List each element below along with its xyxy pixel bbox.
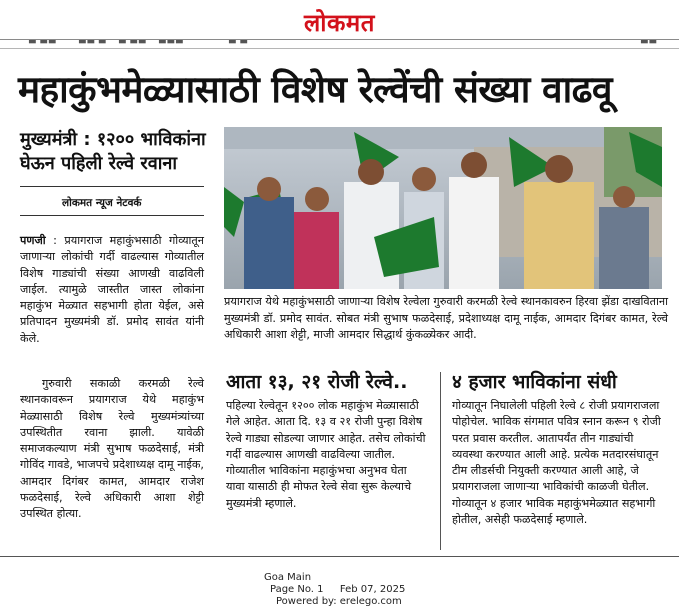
paragraph-2 — [20, 376, 204, 523]
masthead-logo: लोकमत — [304, 8, 375, 37]
section1-heading: आता १३, २१ रोजी रेल्वे.. — [226, 371, 408, 393]
byline-rule — [20, 215, 204, 216]
photo-caption: प्रयागराज येथे महाकुंभसाठी जाणाऱ्या विशेष रेल्वेला गुरुवारी करमळी रेल्वे स्थानकावरुन हिरवा झेंडा दाखविताना मुख्यमंत्री डॉ. प्रमोद सावंत. सोबत मंत्री सुभाष फळदेसाई, प्रदेशाध्यक्ष दामू नाईक, आमदार दिगंबर कामत, रेल्वे अधिकारी आशा शेट्टी, माजी आमदार सिद्धार्थ कुंकळ्येकर आदी. — [224, 295, 668, 341]
headline: महाकुंभमेळ्यासाठी विशेष रेल्वेंची संख्या वाढवू — [18, 68, 612, 111]
cropped-header-strip: ▬ ▬▬ ▬▬ ▬ ▬ ▬▬ ▬▬▬ ▬ ▬ ▬▬ — [28, 40, 658, 47]
section2-heading: ४ हजार भाविकांना संधी — [452, 371, 617, 393]
subheadline: मुख्यमंत्री : १२०० भाविकांना घेऊन पहिली रेल्वे रवाना — [20, 129, 206, 174]
section1-text: पहिल्या रेल्वेतून १२०० लोक महाकुंभ मेळ्यासाठी गेले आहेत. आता दि. १३ व २१ रोजी पुन्हा विशेष रेल्वे गाड्या सोडल्या जाणार आहेत. तसेच लोकांची गर्दी वाढल्यास आणखी वाढविल्या जातील. गोव्यातील भाविकांना महाकुंभचा अनुभव घेता यावा यासाठी ही मोफत रेल्वे सेवा सुरू केल्याचे मुख्यमंत्री म्हणाले. — [226, 399, 426, 510]
subhead-rule — [20, 186, 204, 187]
edition-date: Feb 07, 2025 — [339, 584, 406, 595]
dateline: पणजी — [20, 234, 46, 247]
edition-label: Goa Main — [264, 572, 312, 583]
news-photo — [224, 127, 662, 289]
section2-text: गोव्यातून निघालेली पहिली रेल्वे ८ रोजी प्रयागराजला पोहोचेल. भाविक संगमात पवित्र स्नान करून ९ रोजी परत प्रवास करतील. आतापर्यंत तीन गाड्यांची व्यवस्था करण्यात आली आहे. प्रत्येक मतदारसंघातून टीम लीडर्सची नियुक्ती करण्यात आली आहे, जे प्रयागराजला जाणाऱ्या भाविकांची काळजी घेतील. गोव्यातून ४ हजार भाविक महाकुंभमेळ्यात सहभागी होतील, असेही फळदेसाई म्हणाले. — [452, 399, 661, 527]
lead-paragraph — [20, 233, 204, 347]
strip-divider — [0, 48, 679, 49]
lead-text: : प्रयागराज महाकुंभसाठी गोव्यातून जाणाऱ्या लोकांची गर्दी वाढल्यास गोव्यातील विशेष गाड्यांची संख्या आणखी वाढविली जाईल. त्यामुळे जास्तीत जास्त लोकांना महाकुंभ मेळ्यात सहभागी होता येईल, असे प्रतिपादन मुख्यमंत्री डॉ. प्रमोद सावंत यांनी केले. — [20, 234, 204, 345]
page-number: Page No. 1 — [270, 584, 324, 595]
page-info — [270, 584, 405, 596]
photo-illustration — [224, 127, 662, 289]
para2-text: गुरुवारी सकाळी करमळी रेल्वे स्थानकावरून प्रयागराज येथे महाकुंभ मेळ्यासाठी विशेष रेल्वे मुख्यमंत्र्यांच्या उपस्थितीत रवाना झाली. यावेळी समाजकल्याण मंत्री सुभाष फळदेसाई, मंत्री गोविंद गावडे, भाजपचे प्रदेशाध्यक्ष दामू नाईक, आमदार दिगंबर कामत, आमदार राजेश फळदेसाई, रेल्वे अधिकारी आशा शेट्टी उपस्थित होत्या. — [20, 377, 204, 521]
byline: लोकमत न्यूज नेटवर्क — [62, 197, 142, 209]
column-divider — [440, 372, 441, 550]
bottom-rule — [0, 556, 679, 557]
powered-by: Powered by: erelego.com — [276, 596, 402, 607]
